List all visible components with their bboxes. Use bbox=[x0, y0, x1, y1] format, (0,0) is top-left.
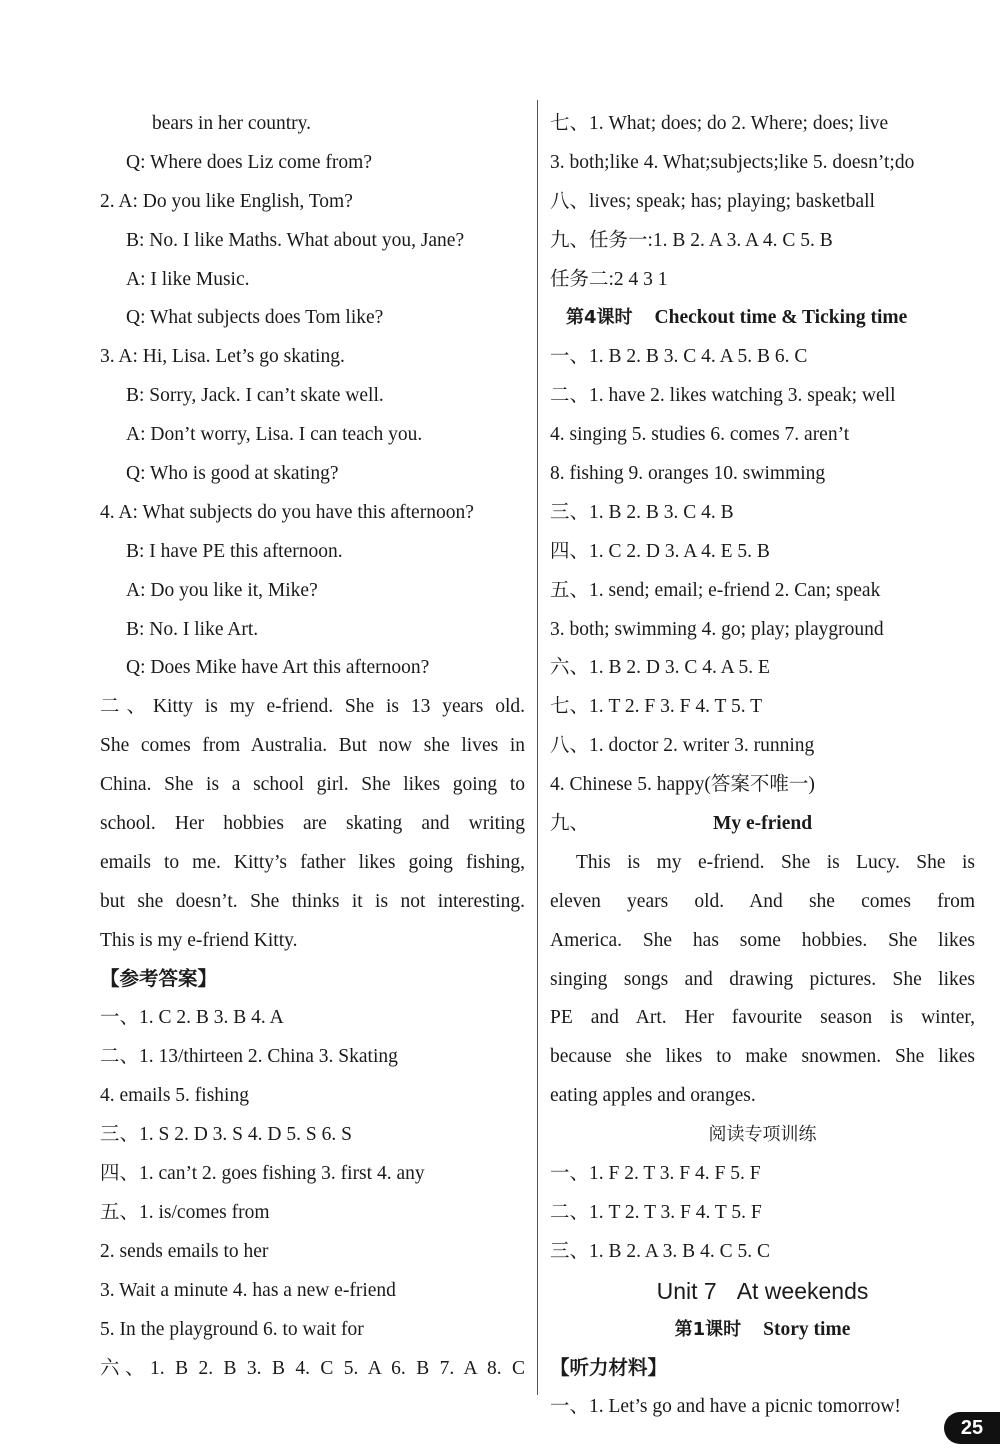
text-line: China. She is a school girl. She likes going to bbox=[100, 774, 525, 796]
text-line: 九、任务一:1. B 2. A 3. A 4. C 5. B bbox=[550, 229, 833, 251]
text-line: 5. In the playground 6. to wait for bbox=[100, 1318, 364, 1340]
text-line: 3. both; swimming 4. go; play; playground bbox=[550, 618, 884, 640]
text-line: 六、1. B 2. B 3. B 4. C 5. A 6. B 7. A 8. C bbox=[100, 1357, 525, 1379]
text-line: 一、1. F 2. T 3. F 4. F 5. F bbox=[550, 1163, 761, 1185]
right-column bbox=[550, 105, 975, 1427]
text-line: 二、1. 13/thirteen 2. China 3. Skating bbox=[100, 1046, 398, 1068]
text-line: 3. A: Hi, Lisa. Let’s go skating. bbox=[100, 346, 345, 368]
text-line: 四、1. C 2. D 3. A 4. E 5. B bbox=[550, 540, 770, 562]
text-line: but she doesn’t. She thinks it is not interesting. bbox=[100, 890, 525, 912]
text-line: 三、1. S 2. D 3. S 4. D 5. S 6. S bbox=[100, 1124, 352, 1146]
question-number: 九、 bbox=[550, 813, 590, 835]
text-line: 七、1. T 2. F 3. F 4. T 5. T bbox=[550, 696, 763, 718]
text-line: singing songs and drawing pictures. She likes bbox=[550, 968, 975, 990]
text-line: 8. fishing 9. oranges 10. swimming bbox=[550, 463, 826, 485]
text-line: Q: Who is good at skating? bbox=[126, 463, 339, 485]
text-line: 一、1. B 2. B 3. C 4. A 5. B 6. C bbox=[550, 346, 808, 368]
text-line: B: Sorry, Jack. I can’t skate well. bbox=[126, 385, 384, 407]
text-line: She comes from Australia. But now she lives in bbox=[100, 735, 525, 757]
text-line: eleven years old. And she comes from bbox=[550, 890, 975, 912]
text-line: 四、1. can’t 2. goes fishing 3. first 4. any bbox=[100, 1163, 425, 1185]
text-line: This is my e-friend Kitty. bbox=[100, 929, 298, 951]
text-line: 三、1. B 2. A 3. B 4. C 5. C bbox=[550, 1240, 770, 1262]
unit-title: At weekends bbox=[736, 1277, 869, 1304]
text-line: B: No. I like Maths. What about you, Jane? bbox=[126, 229, 465, 251]
text-line: PE and Art. Her favourite season is winter, bbox=[550, 1007, 975, 1029]
page-number: 25 bbox=[944, 1412, 1000, 1444]
lesson-heading bbox=[550, 1311, 975, 1350]
text-line: 八、1. doctor 2. writer 3. running bbox=[550, 735, 815, 757]
text-line: 二、1. have 2. likes watching 3. speak; well bbox=[550, 385, 896, 407]
text-line: 六、1. B 2. D 3. C 4. A 5. E bbox=[550, 657, 770, 679]
text-line: Q: Where does Liz come from? bbox=[126, 151, 372, 173]
lesson-title: Checkout time & Ticking time bbox=[654, 307, 908, 329]
text-line: because she likes to make snowmen. She likes bbox=[550, 1046, 975, 1068]
column-divider bbox=[537, 100, 538, 1395]
lesson-number: 第1课时 bbox=[674, 1318, 742, 1340]
text-line: 4. emails 5. fishing bbox=[100, 1085, 249, 1107]
text-line: Q: Does Mike have Art this afternoon? bbox=[126, 657, 430, 679]
text-line: 一、1. C 2. B 3. B 4. A bbox=[100, 1007, 284, 1029]
text-line: Q: What subjects does Tom like? bbox=[126, 307, 384, 329]
section-heading: 阅读专项训练 bbox=[708, 1124, 817, 1146]
text-line: school. Her hobbies are skating and writing bbox=[100, 813, 525, 835]
left-column bbox=[100, 105, 525, 1388]
text-line: A: Don’t worry, Lisa. I can teach you. bbox=[126, 424, 423, 446]
text-line: 4. Chinese 5. happy(答案不唯一) bbox=[550, 774, 815, 796]
text-line: 3. both;like 4. What;subjects;like 5. doesn’t;do bbox=[550, 151, 915, 173]
essay-heading bbox=[550, 805, 975, 844]
text-line: 八、lives; speak; has; playing; basketball bbox=[550, 190, 875, 212]
section-heading: 【参考答案】 bbox=[100, 968, 218, 990]
text-line: A: Do you like it, Mike? bbox=[126, 579, 318, 601]
text-line: 任务二:2 4 3 1 bbox=[550, 268, 668, 290]
lesson-number: 第4课时 bbox=[566, 307, 633, 329]
unit-label: Unit 7 bbox=[656, 1277, 717, 1304]
text-line: 二、Kitty is my e-friend. She is 13 years old. bbox=[100, 696, 525, 718]
text-line: 三、1. B 2. B 3. C 4. B bbox=[550, 501, 734, 523]
text-line: emails to me. Kitty’s father likes going fishing, bbox=[100, 851, 525, 873]
text-line: A: I like Music. bbox=[126, 268, 250, 290]
text-line: 2. sends emails to her bbox=[100, 1240, 269, 1262]
text-line: B: I have PE this afternoon. bbox=[126, 540, 343, 562]
text-line: eating apples and oranges. bbox=[550, 1085, 756, 1107]
text-line: bears in her country. bbox=[152, 113, 312, 134]
lesson-title: Story time bbox=[763, 1318, 851, 1340]
text-line: 五、1. is/comes from bbox=[100, 1201, 270, 1223]
text-line: 2. A: Do you like English, Tom? bbox=[100, 190, 353, 212]
text-line: 二、1. T 2. T 3. F 4. T 5. F bbox=[550, 1201, 762, 1223]
unit-heading bbox=[550, 1272, 975, 1311]
text-line: 五、1. send; email; e-friend 2. Can; speak bbox=[550, 579, 881, 601]
text-line: 一、1. Let’s go and have a picnic tomorrow! bbox=[550, 1396, 901, 1418]
text-line: America. She has some hobbies. She likes bbox=[550, 929, 975, 951]
text-line: B: No. I like Art. bbox=[126, 618, 259, 640]
text-line: 3. Wait a minute 4. has a new e-friend bbox=[100, 1279, 396, 1301]
text-line: 4. A: What subjects do you have this afternoon? bbox=[100, 501, 474, 523]
essay-title: My e-friend bbox=[712, 813, 813, 835]
text-line: 4. singing 5. studies 6. comes 7. aren’t bbox=[550, 424, 850, 446]
lesson-heading bbox=[550, 299, 975, 338]
section-heading: 【听力材料】 bbox=[550, 1357, 668, 1379]
text-line: This is my e-friend. She is Lucy. She is bbox=[576, 851, 975, 873]
text-line: 七、1. What; does; do 2. Where; does; live bbox=[550, 113, 889, 134]
